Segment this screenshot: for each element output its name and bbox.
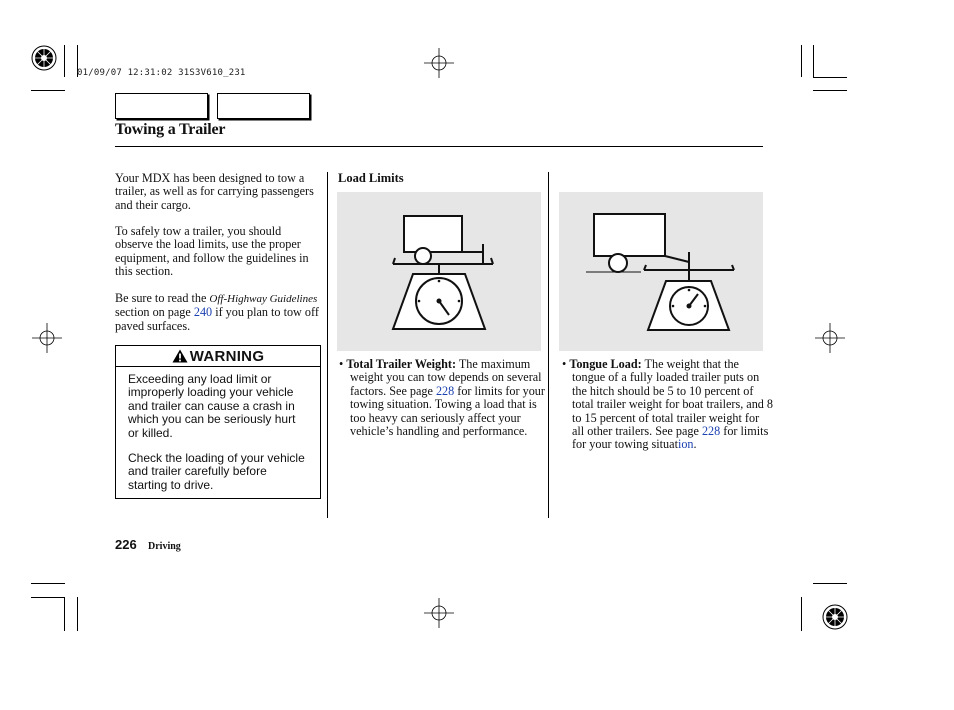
text: if you plan to tow off paved surfaces. (115, 305, 319, 333)
warning-body (116, 367, 320, 492)
crop-mark (31, 90, 65, 91)
print-stamp: 01/09/07 12:31:02 31S3V610_231 (77, 68, 246, 78)
warning-box (115, 345, 321, 499)
page-link[interactable]: 228 (435, 383, 455, 398)
text: for limits for your towing situat (572, 424, 769, 452)
crop-mark (813, 77, 847, 78)
crop-mark (77, 597, 78, 631)
text-link-fragment: ion (677, 437, 694, 452)
registration-target-icon (31, 45, 57, 71)
list-item (339, 358, 552, 438)
bullet: • (339, 357, 344, 371)
crop-mark (31, 583, 65, 584)
text: Be sure to read the (115, 291, 210, 305)
crop-mark (813, 583, 847, 584)
crop-mark (813, 45, 814, 77)
crop-mark (813, 90, 847, 91)
section-name: Driving (148, 541, 181, 552)
crosshair-icon (32, 323, 62, 353)
page-title: Towing a Trailer (115, 121, 226, 138)
trailer-scale-illustration (337, 192, 541, 351)
warning-header (116, 346, 320, 367)
crosshair-icon (424, 48, 454, 78)
bullet: • (562, 357, 567, 371)
warning-triangle-icon (172, 349, 188, 363)
page-number: 226 (115, 537, 137, 552)
warning-text: Check the loading of your vehicle and trailer carefully before starting to drive. (128, 451, 305, 492)
term-label: Tongue Load: (569, 357, 642, 371)
text: The maximum weight you can tow depends on several factors. See page (350, 357, 542, 398)
term-label: Total Trailer Weight: (346, 357, 457, 371)
tongue-scale-illustration (559, 192, 763, 351)
page-link[interactable]: 240 (193, 305, 213, 320)
crop-mark (31, 597, 65, 598)
crosshair-icon (815, 323, 845, 353)
intro-paragraph: To safely tow a trailer, you should observe the load limits, use the proper equipment, and follow the guidelines in this section. (115, 224, 309, 279)
text: The weight that the tongue of a fully loaded trailer puts on the hitch should be 5 to 10 percent of total trailer weight for boat trailers, and 8 to 15 percent of total trailer weight for all other trailers. See page (572, 357, 774, 439)
header-tab-box (217, 93, 310, 119)
header-tab-box (115, 93, 208, 119)
crop-mark (801, 45, 802, 77)
text: for limits for your towing situation. Towing a load that is too heavy can seriously affect your vehicle’s handling and performance. (350, 383, 545, 439)
warning-text: Exceeding any load limit or improperly loading your vehicle and trailer can cause a crash in which you can be seriously hurt or killed. (128, 372, 296, 440)
column-divider (327, 172, 328, 518)
crop-mark (64, 45, 65, 77)
column-divider (548, 172, 549, 518)
crop-mark (801, 597, 802, 631)
intro-paragraph (115, 292, 320, 333)
title-rule (115, 146, 763, 147)
registration-target-icon (822, 604, 848, 630)
page-link[interactable]: 228 (701, 424, 721, 439)
section-heading: Load Limits (338, 171, 404, 185)
crop-mark (64, 597, 65, 631)
intro-paragraph: Your MDX has been designed to tow a trailer, as well as for carrying passengers and their cargo. (115, 171, 314, 212)
guide-title: Off-Highway Guidelines (209, 293, 318, 305)
text: . (693, 437, 697, 452)
list-item (562, 358, 774, 452)
warning-label: WARNING (189, 347, 265, 365)
text: section on page (115, 305, 194, 320)
crosshair-icon (424, 598, 454, 628)
